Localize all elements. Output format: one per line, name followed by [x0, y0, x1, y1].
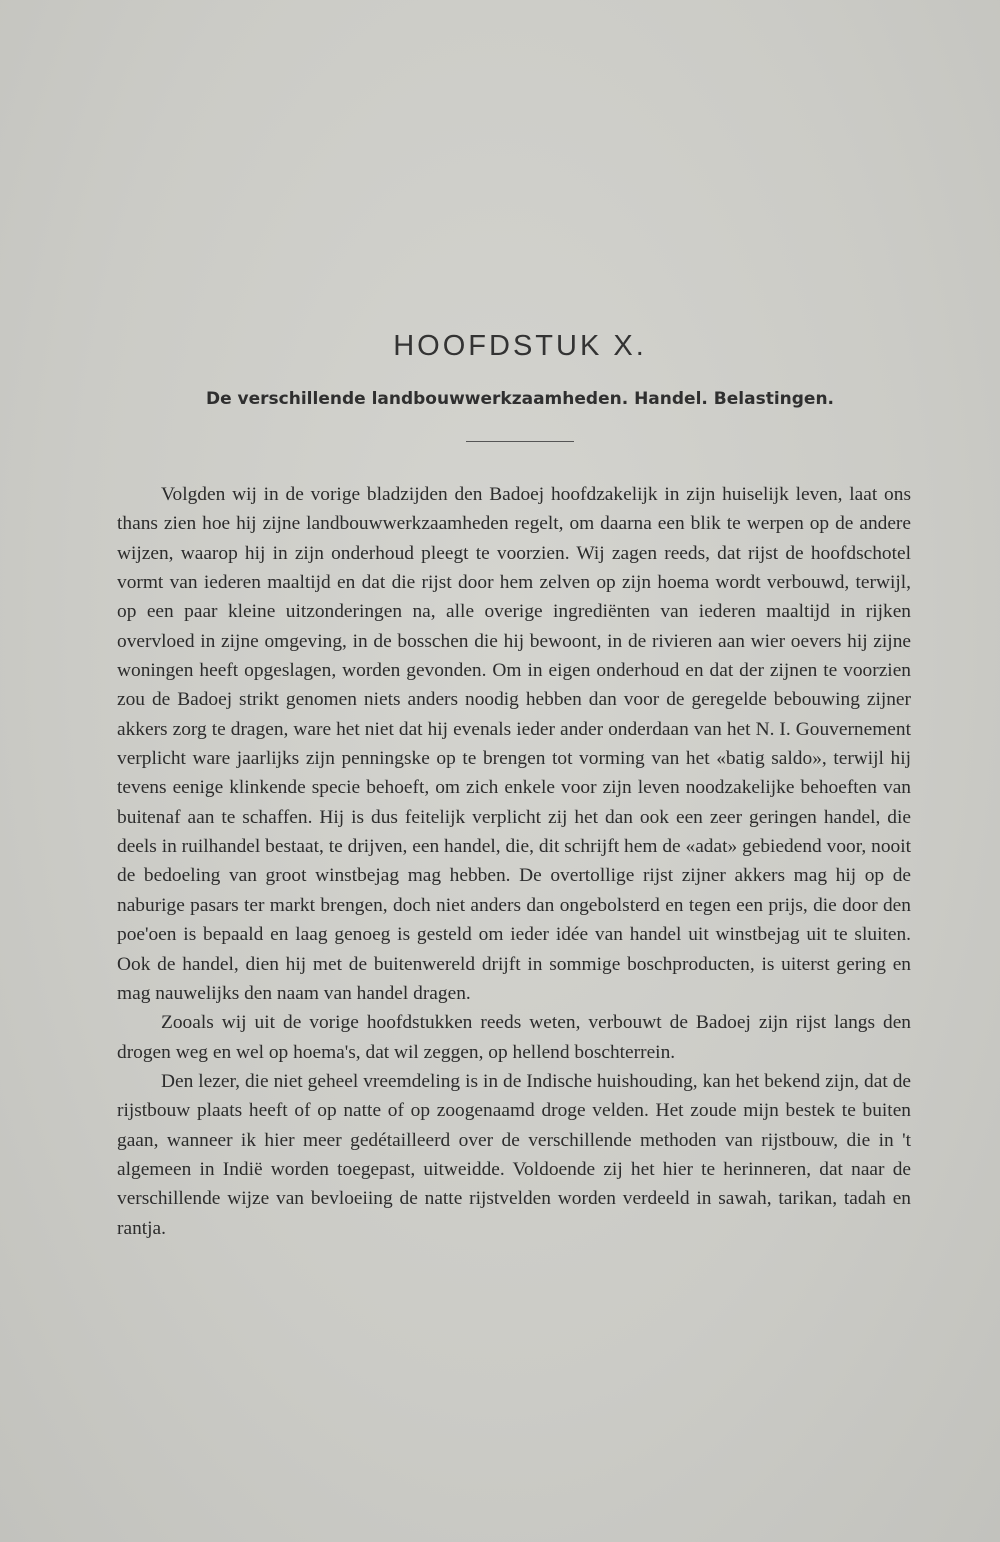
chapter-subtitle: De verschillende landbouwwerkzaamheden. Handel. Belastingen.: [205, 389, 835, 409]
paragraph-2: Zooals wij uit de vorige hoofdstukken reeds weten, verbouwt de Badoej zijn rijst langs den drogen weg en wel op hoema's, dat wil zeggen, op hellend boschterrein.: [117, 1012, 911, 1063]
title-rule: [466, 441, 574, 442]
paragraph-1: Volgden wij in de vorige bladzijden den Badoej hoofdzakelijk in zijn huiselijk leven, laat ons thans zien hoe hij zijne landbouwwerkzaamheden regelt, om daarna een blik te werpen op de andere wijzen, waarop hij in zijn onderhoud pleegt te voorzien. Wij zagen reeds, dat rijst de hoofdschotel vormt van iederen maaltijd en dat die rijst door hem zelven op zijn hoema wordt verbouwd, terwijl, op een paar kleine uitzonderingen na, alle overige ingrediënten van iederen maaltijd in rijken overvloed in zijne omgeving, in de bosschen die hij bewoont, in de rivieren aan wier oevers hij zijne woningen heeft opgeslagen, worden gevonden. Om in eigen onderhoud en dat der zijnen te voorzien zou de Badoej strikt genomen niets anders noodig hebben dan voor de geregelde bebouwing zijner akkers zorg te dragen, ware het niet dat hij evenals ieder ander onderdaan van het N. I. Gouvernement verplicht ware jaarlijks zijn penningske op te brengen tot vorming van het «batig saldo», terwijl hij tevens eenige klinkende specie behoeft, om zich enkele voor zijn leven noodzakelijke behoeften van buitenaf aan te schaffen. Hij is dus feitelijk verplicht zij het dan ook een zeer geringen handel, die deels in ruilhandel bestaat, te drijven, een handel, die, dit schrijft hem de «adat» gebiedend voor, nooit de bedoeling van groot winstbejag mag hebben. De overtollige rijst zijner akkers mag hij op de naburige pasars ter markt brengen, doch niet anders dan ongebolsterd en tegen een prijs, die door den poe'oen is bepaald en laag genoeg is gesteld om ieder idée van handel uit winstbejag uit te sluiten. Ook de handel, dien hij met de buitenwereld drijft in sommige boschproducten, is uiterst gering en mag nauwelijks den naam van handel dragen.: [117, 484, 911, 1004]
paragraph-3: Den lezer, die niet geheel vreemdeling is in de Indische huishouding, kan het bekend zijn, dat de rijstbouw plaats heeft of op natte of op zoogenaamd droge velden. Het zoude mijn bestek te buiten gaan, wanneer ik hier meer gedétailleerd over de verschillende methoden van rijstbouw, die in 't algemeen in Indië worden toegepast, uitweidde. Voldoende zij het hier te herinneren, dat naar de verschillende wijze van bevloeiing de natte rijstvelden worden verdeeld in sawah, tarikan, tadah en rantja.: [117, 1070, 911, 1239]
chapter-body: [117, 480, 911, 1243]
chapter-title: HOOFDSTUK X.: [393, 330, 647, 362]
